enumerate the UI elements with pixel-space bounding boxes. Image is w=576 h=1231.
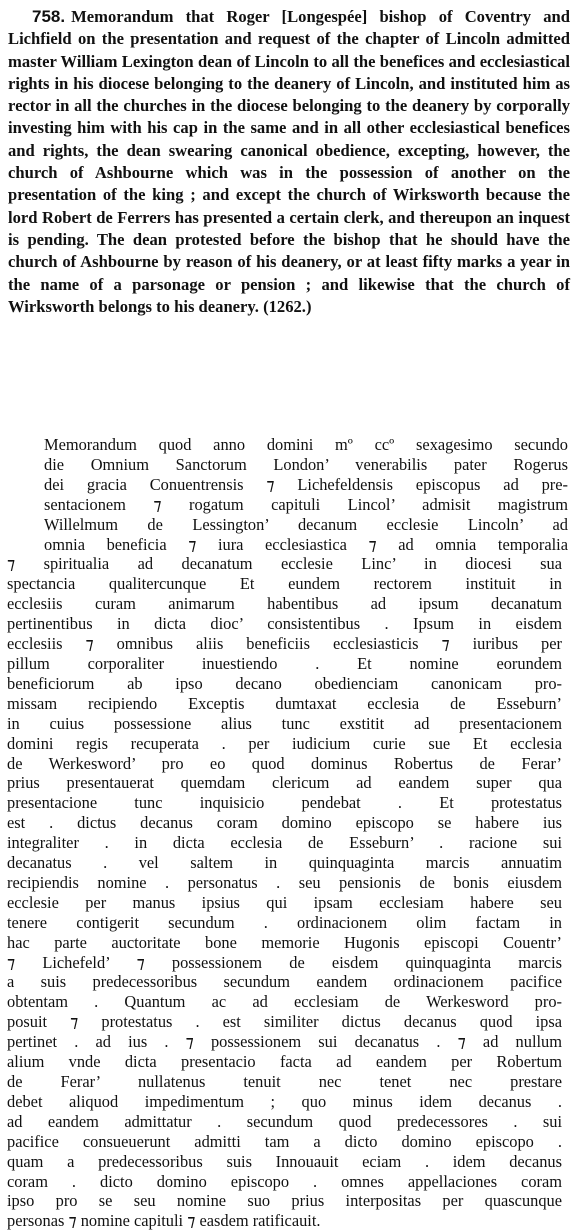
latin-text-line: ecclesie per manus ipsius qui ipsam ecclesiam habere seu — [7, 892, 562, 912]
latin-text-line: prius presentauerat quemdam clericum ad eandem super qua — [7, 773, 562, 793]
latin-text-line: de Ferar’ nullatenus tenuit nec tenet nec prestare — [7, 1072, 562, 1091]
latin-text-line: est . dictus decanus coram domino episcopo se habere ius — [7, 813, 562, 833]
latin-text-line: ad eandem admittatur . secundum quod predecessores . sui — [7, 1111, 562, 1131]
latin-text-line: integraliter . in dicta ecclesia de Esseburn’ . racione sui — [7, 833, 562, 853]
latin-text-line: personas ⁊ nomine capituli ⁊ easdem ratificauit. — [7, 1211, 321, 1231]
latin-text-line: debet aliquod impedimentum ; quo minus idem decanus . — [7, 1091, 562, 1111]
entry-number: 758. — [32, 7, 66, 26]
latin-text-line: Memorandum quod anno domini mº ccº sexagesimo secundo — [44, 435, 568, 454]
latin-text-line: ⁊ Lichefeld’ ⁊ possessionem de eisdem quinquaginta marcis — [7, 952, 562, 972]
latin-text-line: ⁊ spiritualia ad decanatum ecclesie Linc’ in diocesi sua — [7, 554, 562, 574]
latin-text-line: presentacione tunc inquisicio pendebat . Et protestatus — [7, 793, 562, 813]
latin-text-line: in cuius possessione alius tunc exstitit ad presentacionem — [7, 713, 562, 733]
latin-text-line: coram . dicto domino episcopo . omnes appellaciones coram — [7, 1171, 562, 1191]
latin-text-line: sentacionem ⁊ rogatum capituli Lincol’ admisit magistrum — [44, 494, 568, 514]
english-summary-text: Memorandum that Roger [Longespée] bishop of Coventry and Lichfield on the presentation and request of the chapter of Lincoln admitted master William Lexington dean of Lincoln to all the benefices and ecclesiastical rights in his diocese belonging to the deanery of Lincoln, and instituted him as rector in all the churches in the diocese belonging to the deanery by corporally investing him with his cap in the same and in all other ecclesiastical benefices and rights, the dean swearing canonical obedience, excepting, however, the church of Ashbourne which was in the possession of another on the presentation of the king ; and except the church of Wirksworth because the lord Robert de Ferrers has presented a certain clerk, and thereupon an inquest is pending. The dean protested before the bishop that he should have the church of Ashbourne by reason of his deanery, or at least fifty marks a year in the name of a parsonage or pension ; and likewise that the church of Wirksworth belongs to his deanery. (1262.) — [8, 7, 570, 316]
latin-text-line: pillum corporaliter inuestiendo . Et nomine eorundem — [7, 653, 562, 673]
latin-text-line: quam a predecessoribus suis Innouauit eciam . idem decanus — [7, 1151, 562, 1171]
latin-text-line: decanatus . vel saltem in quinquaginta marcis annuatim — [7, 853, 562, 873]
english-summary-paragraph — [8, 6, 570, 318]
latin-text-line: hac parte auctoritate bone memorie Hugonis episcopi Couentr’ — [7, 932, 562, 952]
latin-text-line: Willelmum de Lessington’ decanum ecclesie Lincoln’ ad — [44, 514, 568, 534]
latin-text-line: ecclesiis curam animarum habentibus ad ipsum decanatum — [7, 594, 562, 614]
latin-text-block — [0, 435, 576, 1231]
latin-text-line: alium vnde dicta presentacio facta ad eandem per Robertum — [7, 1052, 562, 1072]
latin-text-line: spectancia qualitercunque Et eundem rectorem instituit in — [7, 574, 562, 594]
latin-text-line: pertinentibus in dicta dioc’ consistentibus . Ipsum in eisdem — [7, 614, 562, 634]
latin-text-line: de Werkesword’ pro eo quod dominus Robertus de Ferar’ — [7, 753, 562, 773]
latin-text-line: die Omnium Sanctorum London’ venerabilis pater Rogerus — [44, 454, 568, 474]
latin-text-line: dei gracia Conuentrensis ⁊ Lichefeldensis episcopus ad pre- — [44, 474, 568, 494]
latin-text-line: tenere contigerit secundum . ordinacionem olim factam in — [7, 912, 562, 932]
latin-text-line: pacifice consueuerunt admitti tam a dicto domino episcopo . — [7, 1131, 562, 1151]
latin-text-line: pertinet . ad ius . ⁊ possessionem sui decanatus . ⁊ ad nullum — [7, 1032, 562, 1052]
latin-text-line: omnia beneficia ⁊ iura ecclesiastica ⁊ ad omnia temporalia — [44, 534, 568, 554]
latin-text-line: beneficiorum ab ipso decano obedienciam canonicam pro- — [7, 673, 562, 693]
latin-text-line: missam recipiendo Exceptis dumtaxat ecclesia de Esseburn’ — [7, 693, 562, 713]
latin-text-line: domini regis recuperata . per iudicium curie sue Et ecclesia — [7, 733, 562, 753]
latin-text-line: a suis predecessoribus secundum eandem ordinacionem pacifice — [7, 972, 562, 992]
latin-text-line: obtentam . Quantum ac ad ecclesiam de Werkesword pro- — [7, 992, 562, 1012]
latin-text-line: ipso pro se seu nomine suo prius interpositas per quascunque — [7, 1191, 562, 1211]
latin-text-line: ecclesiis ⁊ omnibus aliis beneficiis ecclesiasticis ⁊ iuribus per — [7, 634, 562, 654]
latin-text-line: posuit ⁊ protestatus . est similiter dictus decanus quod ipsa — [7, 1012, 562, 1032]
latin-text-line: recipiendis nomine . personatus . seu pensionis de bonis eiusdem — [7, 872, 562, 892]
